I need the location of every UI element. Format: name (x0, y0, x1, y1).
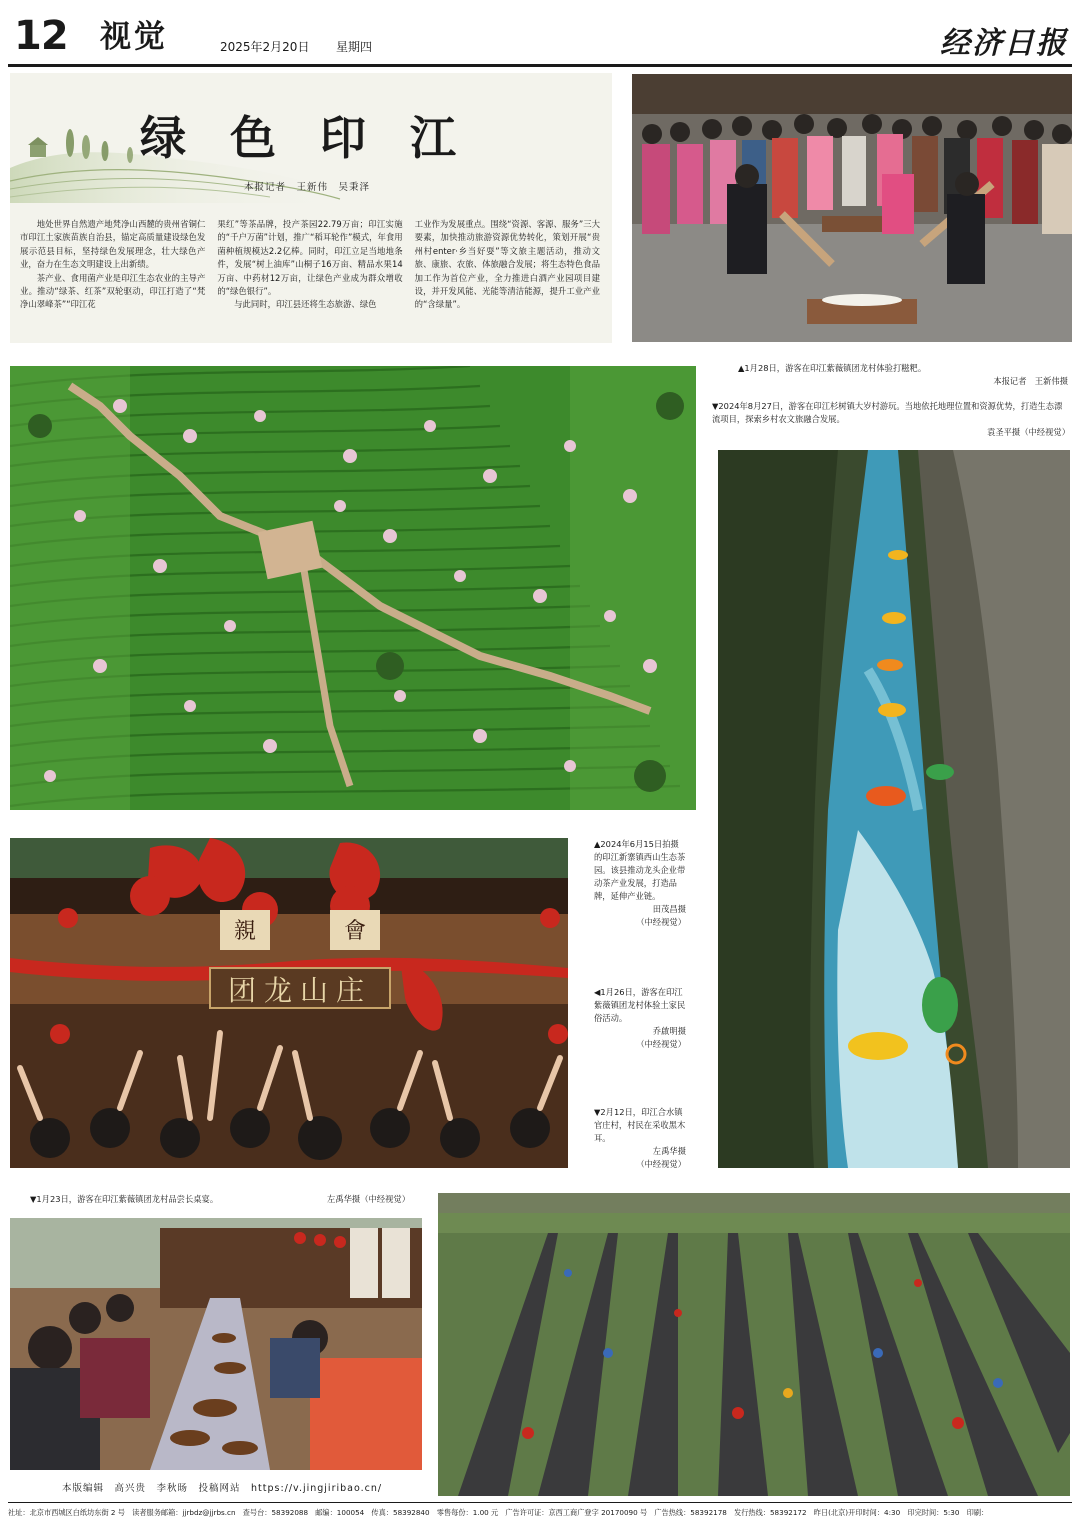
banquet-caption (30, 1193, 410, 1206)
fungus-caption (594, 1106, 686, 1171)
lantern-right-label: 會 (343, 919, 367, 944)
page-number: 12 (14, 13, 68, 59)
article-body (20, 218, 600, 312)
photo-credit: 左禹华摄（中经视觉） (327, 1194, 410, 1204)
photo-agency: （中经视觉） (636, 917, 686, 927)
caption-text: ▼2月12日，印江合水镇官庄村，村民在采收黑木耳。 (594, 1107, 686, 1143)
section-name: 视觉 (100, 19, 168, 55)
folk-activity-photo (10, 838, 568, 1168)
rice-cake-caption (738, 362, 1068, 388)
photo-agency: （中经视觉） (636, 1159, 686, 1169)
article-column-1 (20, 218, 205, 312)
article-title: 绿色印江 (140, 111, 500, 165)
caption-text: ◀1月26日，游客在印江紫薇镇团龙村体验土家民俗活动。 (594, 987, 686, 1023)
issue-weekday: 星期四 (336, 40, 373, 54)
shop-sign-label: 团龙山庄 (227, 974, 373, 1007)
article-column-3 (415, 218, 600, 312)
article-column-2 (217, 218, 402, 312)
photo-credit: 左禹华摄 (652, 1146, 686, 1156)
article-byline: 本报记者 王新伟 吴秉泽 (244, 182, 371, 193)
photo-credit: 田茂昌摄 (652, 904, 686, 914)
tea-caption (594, 838, 686, 929)
page-header (8, 14, 1072, 62)
river-rafting-photo (718, 450, 1070, 1168)
long-table-banquet-photo (10, 1218, 422, 1470)
folk-caption (594, 986, 686, 1051)
header-rule (8, 64, 1072, 67)
photo-credit: 本报记者 王新伟摄 (993, 376, 1068, 386)
caption-text: ▲2024年6月15日拍摄的印江新寨镇西山生态茶园。该县推动龙头企业带动茶产业发展，打造品牌，延伸产业链。 (594, 839, 686, 901)
tea-garden-aerial-photo (10, 366, 696, 810)
rafting-caption (712, 400, 1070, 439)
paragraph: 地处世界自然遗产地梵净山西麓的贵州省铜仁市印江土家族苗族自治县，锚定高质量建设绿色发展示范县目标，坚持绿色发展理念，壮大绿色产业，奋力在生态文明建设上出新绩。 (20, 219, 206, 270)
caption-text: ▼1月23日，游客在印江紫薇镇团龙村品尝长桌宴。 (30, 1194, 219, 1204)
editors-line: 本版编辑 高兴贵 李秋旸 投稿网站 https://v.jingjiribao.cn/ (62, 1483, 383, 1494)
paragraph: 与此同时，印江县还将生态旅游、绿色 (234, 299, 377, 310)
black-fungus-harvest-photo (438, 1193, 1070, 1496)
paragraph: 工业作为发展重点。围绕“资源、客源、服务”三大要素，加快推动旅游资源优势转化，策划开展“贵州村enter·乡当好耍”等文旅主题活动，推动文旅、康旅、农旅、体旅融合发展；将生态特色食品加工作为首位产业，全力推进白酒产业园项目建设，并开发风能、光能等清洁能源，提升工业产业的“含绿量”。 (414, 219, 600, 310)
rice-cake-photo (632, 74, 1072, 342)
photo-agency: （中经视觉） (636, 1039, 686, 1049)
photo-credit: 乔啟明摄 (652, 1026, 686, 1036)
publication-footer: 社址：北京市西城区白纸坊东街 2 号 读者服务邮箱：jjrbdz@jjrbs.cn 查号台：58392088 邮编：100054 传真：58392840 零售每份：1.00 元 广告许可证：京西工商广登字 20170090 号 广告热线：58392178 发行热线：58392172 昨日(北京)开印时间：4:30 印完时间：5:30 印刷： (8, 1508, 989, 1517)
lantern-left-label: 親 (233, 919, 257, 944)
caption-text: ▼2024年8月27日，游客在印江杉树镇大岁村游玩。当地依托地理位置和资源优势，打造生态漂流项目，探索乡村农文旅融合发展。 (712, 401, 1063, 424)
photo-credit: 袁圣平摄（中经视觉） (987, 427, 1070, 437)
issue-date: 2025年2月20日 (220, 40, 310, 54)
footer-rule (8, 1502, 1072, 1503)
paragraph: 茶产业、食用菌产业是印江生态农业的主导产业。推动“绿茶、红茶”双轮驱动，印江打造了“梵净山翠峰茶”“印江花 (20, 272, 206, 310)
newspaper-masthead: 经济日报 (940, 26, 1068, 61)
paragraph: 果红”等茶品牌，投产茶园22.79万亩；印江实施的“千户万菌”计划，推广“稻耳轮作”模式，年食用菌种植规模达2.2亿棒。同时，印江立足当地地条件，发展“树上油库”山桐子16万亩、精品水果14万亩、中药材12万亩，让绿色产业成为群众增收的“绿色银行”。 (217, 219, 403, 297)
caption-text: ▲1月28日，游客在印江紫薇镇团龙村体验打糍粑。 (738, 363, 927, 373)
